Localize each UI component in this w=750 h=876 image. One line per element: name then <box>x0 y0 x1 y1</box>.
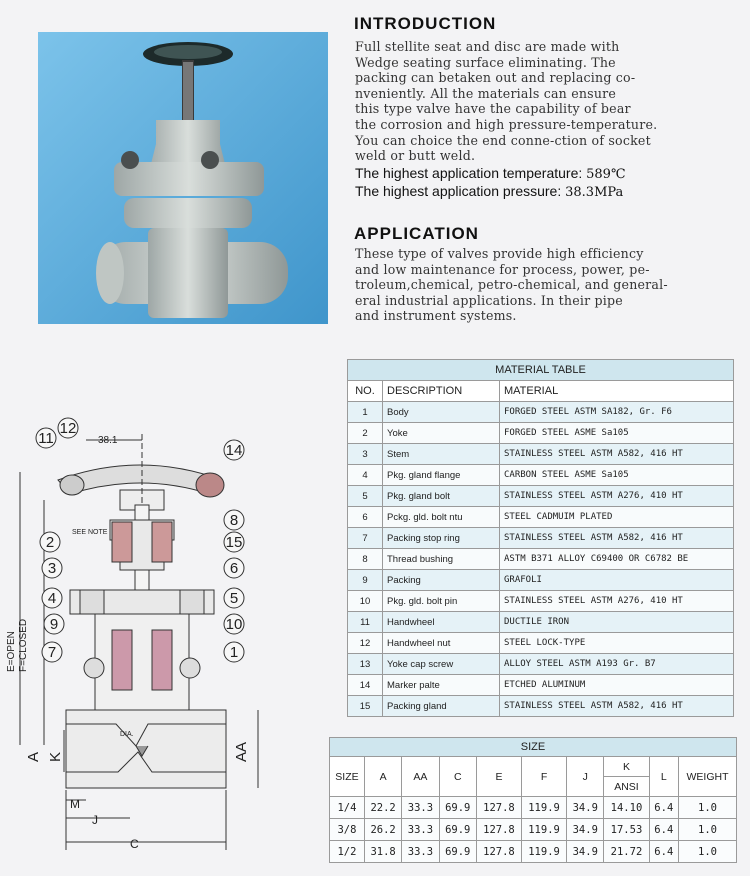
size-cell: 34.9 <box>567 841 604 863</box>
material-cell-description: Pkg. gland bolt <box>383 486 500 507</box>
size-cell: 69.9 <box>439 819 476 841</box>
c-label: C <box>130 837 139 851</box>
introduction-heading: INTRODUCTION <box>354 14 497 33</box>
size-cell: 33.3 <box>402 797 439 819</box>
material-cell-description: Marker palte <box>383 675 500 696</box>
intro-line: You can choice the end conne-ction of socket <box>355 132 651 148</box>
app-line: eral industrial applications. In their pipe <box>355 292 623 308</box>
temperature-spec <box>355 165 626 182</box>
intro-line: Full stellite seat and disc are made with <box>355 39 620 54</box>
size-col-f: F <box>522 757 567 797</box>
material-cell-material: STEEL CADMUIM PLATED <box>500 507 734 528</box>
size-cell: 17.53 <box>604 819 649 841</box>
temperature-label: The highest application temperature: <box>355 165 583 181</box>
material-cell-description: Thread bushing <box>383 549 500 570</box>
material-row <box>348 507 734 528</box>
material-row <box>348 486 734 507</box>
material-cell-material: ETCHED ALUMINUM <box>500 675 734 696</box>
size-col-l: L <box>649 757 679 797</box>
e-open-label: E=OPEN <box>6 631 17 672</box>
aa-label: AA <box>233 741 250 762</box>
material-cell-material: STEEL LOCK-TYPE <box>500 633 734 654</box>
intro-line: the corrosion and high pressure-temperature. <box>355 116 658 132</box>
material-cell-material: FORGED STEEL ASME Sa105 <box>500 423 734 444</box>
material-cell-description: Handwheel <box>383 612 500 633</box>
material-cell-material: STAINLESS STEEL ASTM A582, 416 HT <box>500 444 734 465</box>
material-cell-description: Packing stop ring <box>383 528 500 549</box>
size-cell: 1/2 <box>330 841 365 863</box>
material-cell-material: STAINLESS STEEL ASTM A276, 410 HT <box>500 486 734 507</box>
material-row <box>348 612 734 633</box>
intro-line: weld or butt weld. <box>355 148 476 164</box>
callout-label: 15 <box>225 534 243 551</box>
size-cell: 1.0 <box>679 819 737 841</box>
material-cell-no: 4 <box>348 465 383 486</box>
material-cell-material: STAINLESS STEEL ASTM A582, 416 HT <box>500 528 734 549</box>
size-col-j: J <box>567 757 604 797</box>
material-cell-material: DUCTILE IRON <box>500 612 734 633</box>
material-cell-no: 11 <box>348 612 383 633</box>
intro-line: this type valve have the capability of bear <box>355 101 631 117</box>
temperature-value: 589℃ <box>586 167 626 182</box>
size-col-k: K <box>604 757 649 777</box>
callout-label: 2 <box>45 534 55 551</box>
callout-label: 12 <box>59 420 77 437</box>
size-cell: 6.4 <box>649 819 679 841</box>
m-label: M <box>70 797 80 811</box>
material-cell-description: Yoke <box>383 423 500 444</box>
size-col-k-ansi: ANSI <box>604 777 649 797</box>
size-cell: 26.2 <box>364 819 401 841</box>
callout-label: 14 <box>225 442 243 459</box>
callout-label: 7 <box>47 644 57 661</box>
valve-cross-section-diagram <box>0 410 330 876</box>
size-col-a: A <box>364 757 401 797</box>
dia-label: DIA. <box>120 731 134 738</box>
material-cell-no: 2 <box>348 423 383 444</box>
material-cell-description: Pkg. gland flange <box>383 465 500 486</box>
material-row <box>348 423 734 444</box>
material-cell-no: 13 <box>348 654 383 675</box>
material-cell-description: Pkg. gld. bolt pin <box>383 591 500 612</box>
size-col-c: C <box>439 757 476 797</box>
size-cell: 1.0 <box>679 797 737 819</box>
size-cell: 1/4 <box>330 797 365 819</box>
pressure-value: 38.3MPa <box>565 185 624 200</box>
material-cell-no: 14 <box>348 675 383 696</box>
size-row <box>330 841 737 863</box>
a-label: A <box>25 751 42 762</box>
material-cell-no: 15 <box>348 696 383 717</box>
callout-label: 9 <box>49 616 59 633</box>
material-cell-material: ALLOY STEEL ASTM A193 Gr. B7 <box>500 654 734 675</box>
pressure-label: The highest application pressure: <box>355 183 562 199</box>
callout-label: 1 <box>229 644 239 661</box>
size-cell: 33.3 <box>402 819 439 841</box>
col-header-material: MATERIAL <box>500 381 734 402</box>
size-cell: 22.2 <box>364 797 401 819</box>
material-table <box>347 359 734 717</box>
material-cell-material: FORGED STEEL ASTM SA182, Gr. F6 <box>500 402 734 423</box>
size-cell: 33.3 <box>402 841 439 863</box>
material-cell-material: GRAFOLI <box>500 570 734 591</box>
material-row <box>348 675 734 696</box>
size-cell: 119.9 <box>522 819 567 841</box>
app-line: and instrument systems. <box>355 308 517 324</box>
material-cell-description: Yoke cap screw <box>383 654 500 675</box>
material-row <box>348 549 734 570</box>
col-header-description: DESCRIPTION <box>383 381 500 402</box>
intro-line: nveniently. All the materials can ensure <box>355 85 616 101</box>
material-row <box>348 402 734 423</box>
size-cell: 127.8 <box>476 819 521 841</box>
material-row <box>348 696 734 717</box>
material-row <box>348 528 734 549</box>
intro-line: Wedge seating surface eliminating. The <box>355 54 616 70</box>
k-label: K <box>47 751 64 762</box>
material-row <box>348 444 734 465</box>
size-cell: 3/8 <box>330 819 365 841</box>
size-row <box>330 797 737 819</box>
size-cell: 127.8 <box>476 797 521 819</box>
material-row <box>348 654 734 675</box>
callout-label: 4 <box>47 590 57 607</box>
size-table <box>329 737 737 863</box>
callout-label: 6 <box>229 560 239 577</box>
introduction-text <box>355 39 745 164</box>
size-cell: 31.8 <box>364 841 401 863</box>
col-header-no: NO. <box>348 381 383 402</box>
size-col-aa: AA <box>402 757 439 797</box>
size-cell: 1.0 <box>679 841 737 863</box>
callout-label: 5 <box>229 590 239 607</box>
callout-label: 11 <box>38 430 54 447</box>
material-cell-no: 9 <box>348 570 383 591</box>
material-row <box>348 465 734 486</box>
size-cell: 69.9 <box>439 841 476 863</box>
f-closed-label: F=CLOSED <box>18 618 29 672</box>
size-col-weight: WEIGHT <box>679 757 737 797</box>
material-cell-material: STAINLESS STEEL ASTM A276, 410 HT <box>500 591 734 612</box>
material-cell-material: CARBON STEEL ASME Sa105 <box>500 465 734 486</box>
material-cell-no: 10 <box>348 591 383 612</box>
material-cell-material: ASTM B371 ALLOY C69400 OR C6782 BE <box>500 549 734 570</box>
material-cell-no: 12 <box>348 633 383 654</box>
size-col-e: E <box>476 757 521 797</box>
see-note-label: SEE NOTE <box>72 529 108 536</box>
dim-top: 38.1 <box>98 435 118 446</box>
valve-photo-illustration <box>38 32 328 324</box>
material-cell-description: Handwheel nut <box>383 633 500 654</box>
size-cell: 6.4 <box>649 841 679 863</box>
pressure-spec <box>355 183 623 200</box>
size-cell: 34.9 <box>567 797 604 819</box>
app-line: troleum,chemical, petro-chemical, and general- <box>355 277 668 293</box>
material-cell-no: 7 <box>348 528 383 549</box>
j-label: J <box>92 813 98 827</box>
callout-label: 3 <box>47 560 57 577</box>
size-col-size: SIZE <box>330 757 365 797</box>
size-cell: 6.4 <box>649 797 679 819</box>
size-table-title: SIZE <box>330 738 737 757</box>
size-cell: 21.72 <box>604 841 649 863</box>
size-cell: 69.9 <box>439 797 476 819</box>
material-cell-description: Packing <box>383 570 500 591</box>
size-cell: 119.9 <box>522 797 567 819</box>
intro-line: packing can betaken out and replacing co- <box>355 70 636 86</box>
material-table-title: MATERIAL TABLE <box>348 360 734 381</box>
material-cell-description: Pckg. gld. bolt ntu <box>383 507 500 528</box>
valve-photo <box>38 32 328 324</box>
size-row <box>330 819 737 841</box>
app-line: and low maintenance for process, power, pe- <box>355 261 650 277</box>
callout-label: 8 <box>229 512 239 529</box>
callout-label: 10 <box>225 616 243 633</box>
size-cell: 127.8 <box>476 841 521 863</box>
material-cell-no: 5 <box>348 486 383 507</box>
app-line: These type of valves provide high efficiency <box>355 246 644 261</box>
material-cell-description: Stem <box>383 444 500 465</box>
size-cell: 14.10 <box>604 797 649 819</box>
material-cell-description: Packing gland <box>383 696 500 717</box>
material-cell-no: 1 <box>348 402 383 423</box>
material-cell-no: 8 <box>348 549 383 570</box>
material-row <box>348 591 734 612</box>
material-row <box>348 570 734 591</box>
size-cell: 119.9 <box>522 841 567 863</box>
material-cell-description: Body <box>383 402 500 423</box>
application-text <box>355 246 745 324</box>
material-cell-no: 6 <box>348 507 383 528</box>
material-row <box>348 633 734 654</box>
material-cell-material: STAINLESS STEEL ASTM A582, 416 HT <box>500 696 734 717</box>
material-cell-no: 3 <box>348 444 383 465</box>
size-cell: 34.9 <box>567 819 604 841</box>
application-heading: APPLICATION <box>354 224 479 243</box>
